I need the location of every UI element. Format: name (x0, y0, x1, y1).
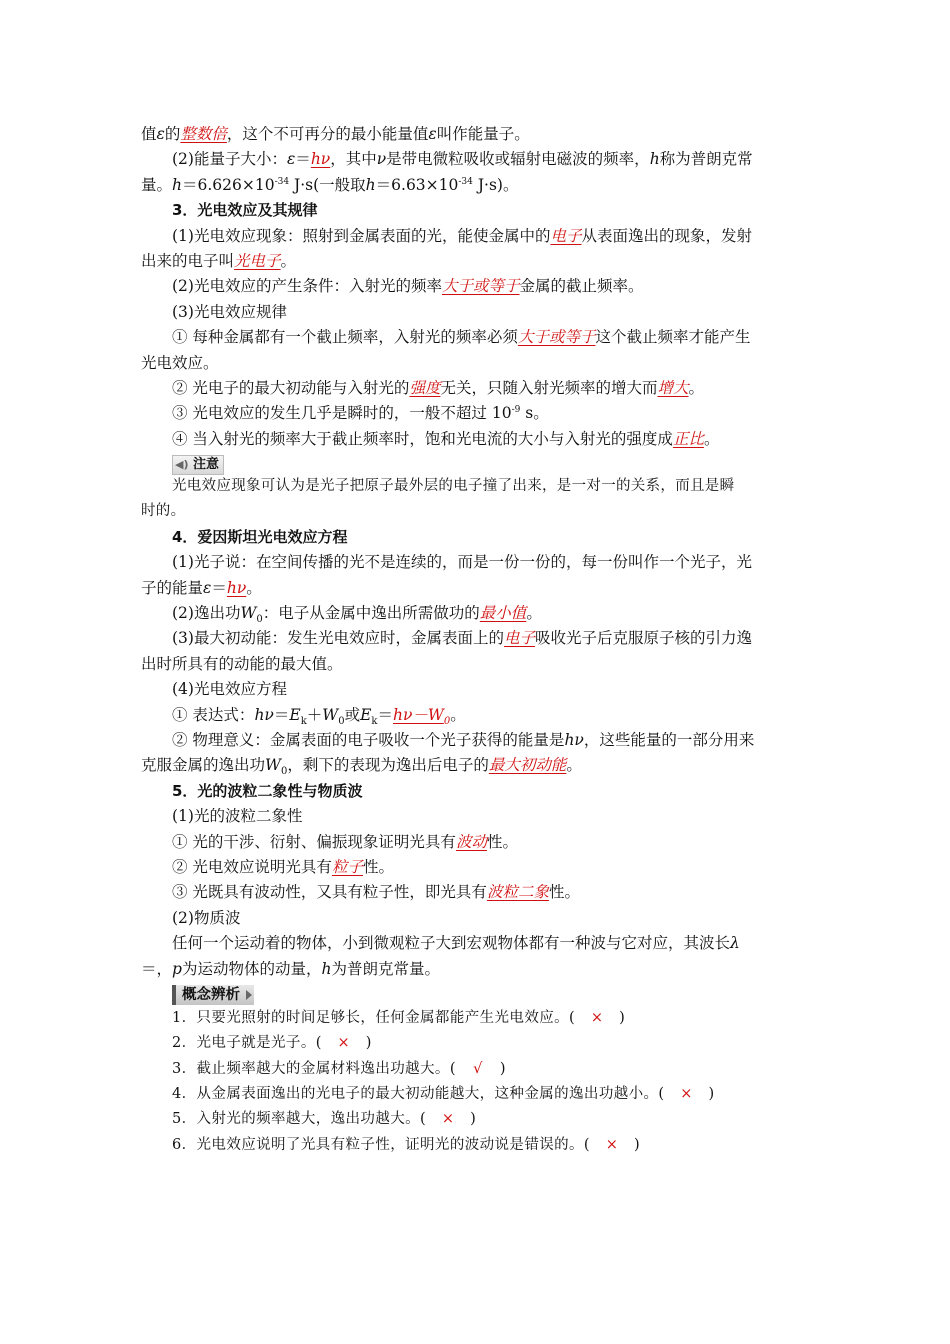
text-line: ＝，p为运动物体的动量，h为普朗克常量。 (141, 959, 440, 978)
question-text: 6．光电效应说明了光具有粒子性，证明光的波动说是错误的。( (172, 1136, 590, 1153)
text-line: ③ 光电效应的发生几乎是瞬时的，一般不超过 $10^{-9}$ s。 (172, 404, 549, 423)
question-close-paren: ) (619, 1009, 626, 1026)
triangle-right-icon (246, 990, 252, 1000)
question-close-paren: ) (499, 1060, 506, 1077)
question-close-paren: ) (365, 1035, 372, 1052)
question-item (141, 1031, 811, 1056)
text-line: 克服金属的逸出功$W_0$，剩下的表现为逸出后电子的最大初动能。 (141, 756, 582, 778)
question-item (141, 1107, 811, 1132)
question-close-paren: ) (633, 1136, 641, 1153)
question-item (141, 1006, 811, 1031)
question-text: 1．只要光照射的时间足够长，任何金属都能产生光电效应。( (172, 1009, 576, 1026)
check-mark-icon: √ (473, 1060, 483, 1077)
cross-mark-icon: × (441, 1111, 455, 1128)
answer-blank: hν (226, 578, 247, 597)
text-line: 出时所具有的动能的最大值。 (141, 654, 343, 673)
answer-blank: $h\nu-W_0$ (393, 705, 451, 727)
answer-blank: 大于或等于 (517, 328, 596, 347)
cross-mark-icon: × (605, 1136, 619, 1153)
text-line: ② 物理意义：金属表面的电子吸收一个光子获得的能量是hν，这些能量的一部分用来 (172, 730, 755, 749)
answer-blank: 电子 (503, 629, 535, 648)
section-heading: 3．光电效应及其规律 (172, 201, 318, 220)
text-line: 值ε的整数倍，这个不可再分的最小能量值ε叫作能量子。 (141, 125, 530, 143)
text-line: (1)光的波粒二象性 (172, 807, 303, 826)
note-text: 光电效应现象可认为是光子把原子最外层的电子撞了出来，是一对一的关系，而且是瞬 (172, 478, 735, 495)
question-list (141, 1006, 811, 1158)
question-text: 3．截止频率越大的金属材料逸出功越大。( (172, 1060, 456, 1077)
cross-mark-icon: × (337, 1035, 351, 1052)
text-line: ② 光电效应说明光具有粒子性。 (172, 857, 394, 876)
text-line: 光电效应。 (141, 353, 219, 372)
answer-blank: 正比 (672, 429, 704, 448)
text-line: (3)光电效应规律 (172, 302, 287, 321)
answer-blank: 粒子 (331, 857, 363, 876)
question-close-paren: ) (708, 1086, 715, 1103)
answer-blank: 波动 (455, 832, 487, 851)
question-text: 2．光电子就是光子。( (172, 1035, 322, 1052)
answer-blank: 最小值 (479, 604, 527, 623)
answer-blank: 强度 (409, 378, 441, 397)
text-line: (2)光电效应的产生条件：入射光的频率大于或等于金属的截止频率。 (172, 277, 644, 296)
answer-blank: 大于或等于 (441, 277, 520, 296)
text-line: ② 光电子的最大初动能与入射光的强度无关，只随入射光频率的增大而增大。 (172, 378, 704, 397)
text-line: (4)光电效应方程 (172, 680, 287, 699)
text-line: (2)能量子大小：ε＝hν，其中ν是带电微粒吸收或辐射电磁波的频率，h称为普朗克常 (172, 150, 753, 169)
question-close-paren: ) (470, 1111, 477, 1128)
concept-tag-row (141, 982, 811, 1006)
text-line: 子的能量ε＝hν。 (141, 578, 262, 597)
text-line: (3)最大初动能：发生光电效应时，金属表面上的电子吸收光子后克服原子核的引力逸 (172, 629, 752, 648)
answer-blank: 增大 (657, 378, 689, 397)
section-heading: 5．光的波粒二象性与物质波 (172, 781, 363, 800)
answer-blank: 整数倍 (180, 125, 227, 143)
text-line: ① 光的干涉、衍射、偏振现象证明光具有波动性。 (172, 832, 518, 851)
text-line: ④ 当入射光的频率大于截止频率时，饱和光电流的大小与入射光的强度成正比。 (172, 429, 720, 448)
text-line: 量。$h=6.626\times 10^{-34}$ J·s(一般取$h=6.63\times 10^{-34}$ J·s)。 (141, 175, 519, 194)
answer-blank: 最大初动能 (488, 756, 567, 775)
question-text: 4．从金属表面逸出的光电子的最大初动能越大，这种金属的逸出功越小。( (172, 1086, 665, 1103)
text-line: ① 每种金属都有一个截止频率，入射光的频率必须大于或等于这个截止频率才能产生 (172, 328, 751, 347)
note-text: 时的。 (141, 503, 186, 520)
text-line: ③ 光既具有波动性，又具有粒子性，即光具有波粒二象性。 (172, 883, 580, 902)
answer-blank: hν (310, 150, 331, 169)
question-text: 5．入射光的频率越大，逸出功越大。( (172, 1111, 427, 1128)
cross-mark-icon: × (590, 1009, 604, 1026)
text-line: (1)光电效应现象：照射到金属表面的光，能使金属中的电子从表面逸出的现象，发射 (172, 226, 752, 245)
speaker-icon: ◀) (175, 458, 189, 472)
text-line: ① 表达式：$h\nu=E_k+W_0$或$E_k=h\nu-W_0$。 (172, 705, 466, 727)
answer-blank: 光电子 (234, 251, 281, 270)
answer-blank: 电子 (550, 226, 582, 245)
text-line: (1)光子说：在空间传播的光不是连续的，而是一份一份的，每一份叫作一个光子，光 (172, 553, 752, 572)
question-item (141, 1133, 811, 1158)
note-tag-row (141, 452, 811, 474)
cross-mark-icon: × (680, 1086, 693, 1103)
question-item (141, 1057, 811, 1082)
text-line: 出来的电子叫光电子。 (141, 251, 297, 270)
text-line: (2)物质波 (172, 908, 241, 927)
question-item (141, 1082, 811, 1107)
section-heading: 4．爱因斯坦光电效应方程 (172, 527, 348, 546)
answer-blank: 波粒二象 (486, 883, 549, 902)
concept-tag: 概念辨析 (172, 985, 254, 1005)
text-line: (2)逸出功$W_0$：电子从金属中逸出所需做功的最小值。 (172, 604, 542, 626)
document-body (141, 122, 811, 1158)
text-line: 任何一个运动着的物体，小到微观粒子大到宏观物体都有一种波与它对应，其波长λ (172, 934, 740, 953)
note-tag: ◀) 注意 (172, 455, 224, 475)
